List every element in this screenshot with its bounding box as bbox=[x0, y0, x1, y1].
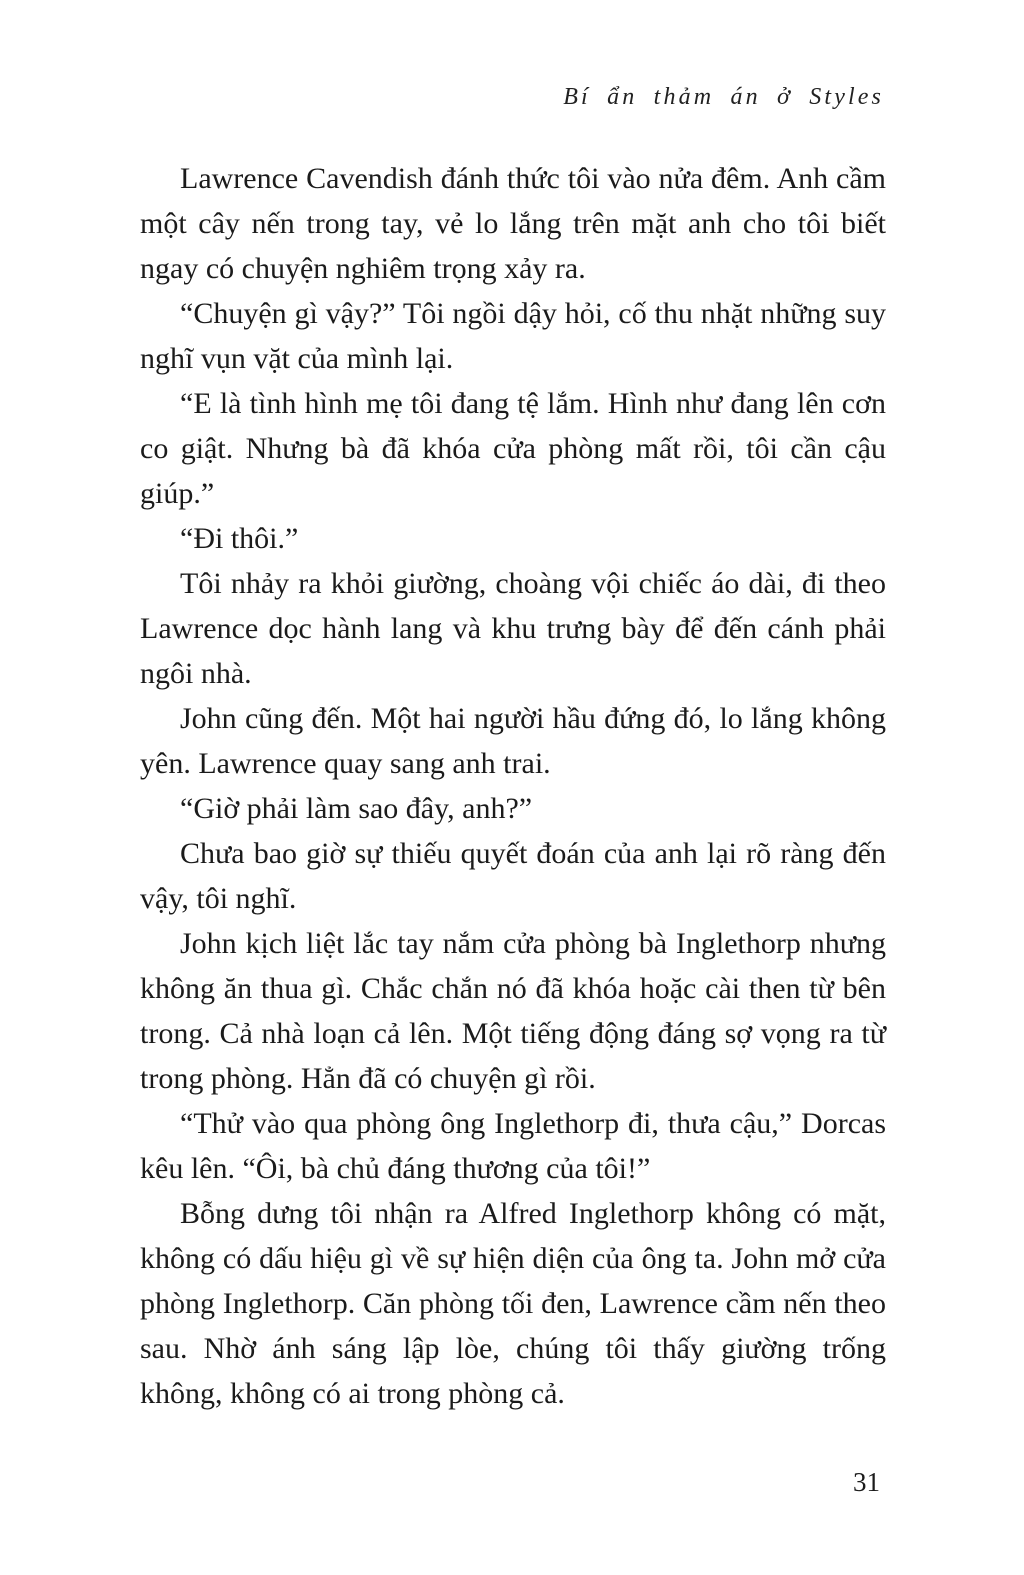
paragraph: Lawrence Cavendish đánh thức tôi vào nửa đêm. Anh cầm một cây nến trong tay, vẻ lo lắng trên mặt anh cho tôi biết ngay có chuyện nghiêm trọng xảy ra. bbox=[140, 162, 886, 285]
paragraph: “Đi thôi.” bbox=[180, 522, 299, 555]
paragraph: “Thử vào qua phòng ông Inglethorp đi, thưa cậu,” Dorcas kêu lên. “Ôi, bà chủ đáng thương của tôi!” bbox=[140, 1107, 886, 1185]
paragraph: Bỗng dưng tôi nhận ra Alfred Inglethorp không có mặt, không có dấu hiệu gì về sự hiện diện của ông ta. John mở cửa phòng Inglethorp. Căn phòng tối đen, Lawrence cầm nến theo sau. Nhờ ánh sáng lập lòe, chúng tôi thấy giường trống không, không có ai trong phòng cả. bbox=[140, 1197, 886, 1410]
paragraph: John kịch liệt lắc tay nắm cửa phòng bà Inglethorp nhưng không ăn thua gì. Chắc chắn nó đã khóa hoặc cài then từ bên trong. Cả nhà loạn cả lên. Một tiếng động đáng sợ vọng ra từ trong phòng. Hẳn đã có chuyện gì rồi. bbox=[140, 927, 886, 1095]
paragraph: “Chuyện gì vậy?” Tôi ngồi dậy hỏi, cố thu nhặt những suy nghĩ vụn vặt của mình lại. bbox=[140, 297, 886, 375]
paragraph: Chưa bao giờ sự thiếu quyết đoán của anh lại rõ ràng đến vậy, tôi nghĩ. bbox=[140, 837, 886, 915]
page-number: 31 bbox=[853, 1467, 880, 1497]
paragraph: “Giờ phải làm sao đây, anh?” bbox=[180, 792, 533, 825]
paragraph: “E là tình hình mẹ tôi đang tệ lắm. Hình như đang lên cơn co giật. Nhưng bà đã khóa cửa phòng mất rồi, tôi cần cậu giúp.” bbox=[140, 387, 886, 510]
body-text bbox=[140, 156, 886, 1416]
paragraph: Tôi nhảy ra khỏi giường, choàng vội chiếc áo dài, đi theo Lawrence dọc hành lang và khu trưng bày để đến cánh phải ngôi nhà. bbox=[140, 567, 886, 690]
running-header: Bí ẩn thảm án ở Styles bbox=[563, 84, 884, 110]
paragraph: John cũng đến. Một hai người hầu đứng đó, lo lắng không yên. Lawrence quay sang anh trai. bbox=[140, 702, 886, 780]
